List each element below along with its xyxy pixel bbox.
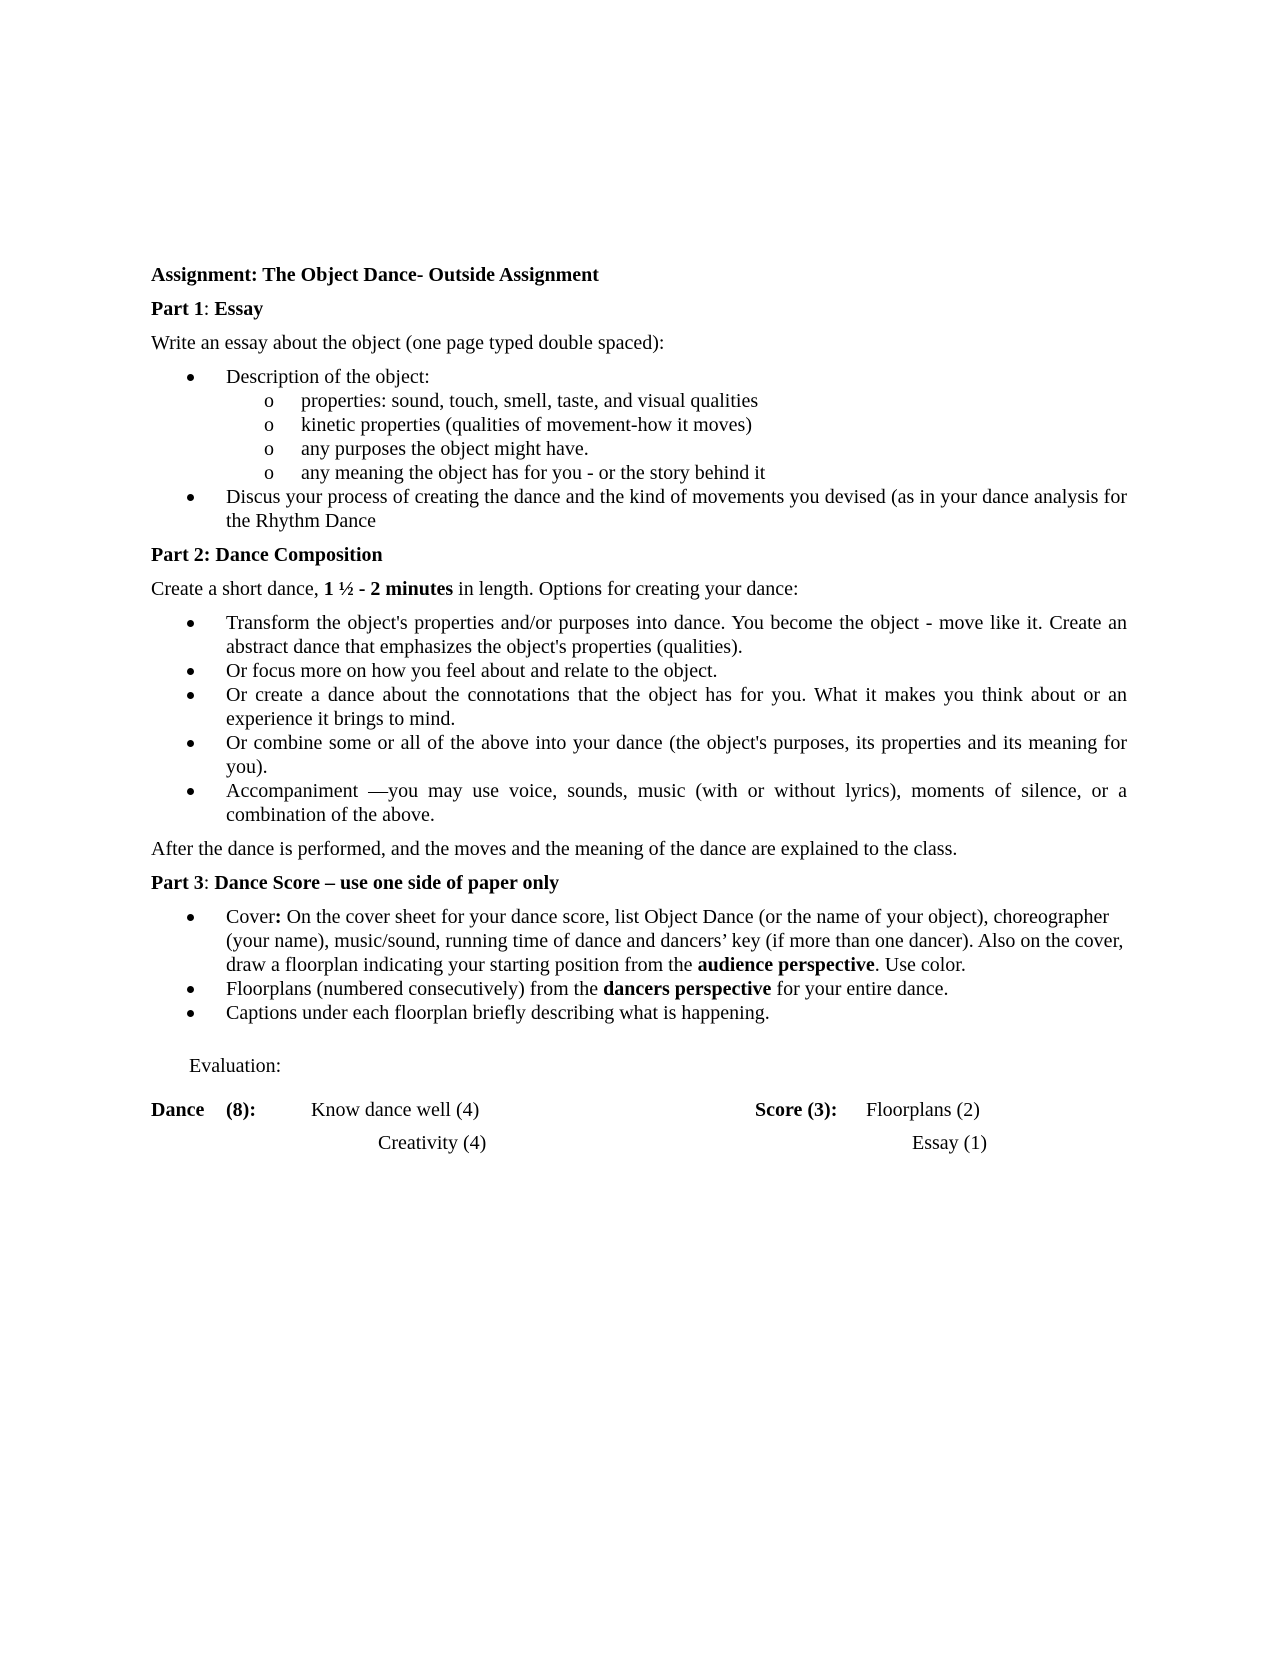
bullet-icon	[187, 692, 194, 699]
captions-text: Captions under each floorplan briefly describing what is happening.	[226, 1002, 770, 1024]
dance-points: (8):	[226, 1099, 256, 1121]
sub-list-item	[226, 437, 1127, 461]
list-item	[151, 659, 1127, 683]
circle-marker-icon: o	[264, 438, 274, 460]
bullet-icon	[187, 986, 194, 993]
list-item	[151, 485, 1127, 533]
cover-lead: Cover	[226, 906, 275, 928]
cover-text-end: . Use color.	[874, 954, 966, 976]
cover-text: On the cover sheet for your dance score, list Object Dance (or the name of your object), choreographer (your name), music/sound, running time of dance and dancers’ key (if more than one dancer). Also on the cover, draw a floorplan indicating your starting position from the	[226, 906, 1124, 976]
part1-name: Essay	[214, 298, 264, 320]
cover-colon: :	[274, 906, 282, 928]
list-item	[151, 977, 1127, 1001]
circle-marker-icon: o	[264, 462, 274, 484]
sub-list-item-text: properties: sound, touch, smell, taste, and visual qualities	[301, 390, 759, 412]
dance-item-creativity: Creativity (4)	[378, 1132, 487, 1154]
sub-list-item	[226, 413, 1127, 437]
bullet-icon	[187, 740, 194, 747]
list-item-text: Or focus more on how you feel about and relate to the object.	[226, 660, 718, 682]
part2-duration: 1 ½ - 2 minutes	[323, 578, 454, 600]
part1-bullet-list	[151, 365, 1127, 533]
score-item-floorplans: Floorplans (2)	[866, 1099, 980, 1121]
part1-sub-list	[226, 389, 1127, 485]
list-item-text: Transform the object's properties and/or purposes into dance. You become the object - move like it. Create an abstract dance that emphasizes the object's properties (qualities).	[226, 612, 1127, 658]
sub-list-item-text: any purposes the object might have.	[301, 438, 589, 460]
list-item-text: Or create a dance about the connotations that the object has for you. What it makes you think about or an experience it brings to mind.	[226, 684, 1127, 730]
list-item-text: Description of the object:	[226, 366, 430, 388]
part2-heading: Part 2: Dance Composition	[151, 544, 383, 566]
bullet-icon	[187, 668, 194, 675]
score-label: Score (3):	[755, 1099, 838, 1121]
list-item-text: Discus your process of creating the dance and the kind of movements you devised (as in your dance analysis for the Rhythm Dance	[226, 486, 1127, 532]
score-item-essay: Essay (1)	[912, 1132, 987, 1154]
evaluation-grid	[151, 1098, 1127, 1168]
bullet-icon	[187, 494, 194, 501]
part2-after-text: After the dance is performed, and the moves and the meaning of the dance are explained to the class.	[151, 838, 958, 860]
list-item	[151, 905, 1127, 977]
part2-intro-text-end: in length. Options for creating your dance:	[453, 578, 799, 600]
list-item	[151, 365, 1127, 485]
part2-intro	[151, 577, 1127, 601]
sub-list-item-text: kinetic properties (qualities of movement-how it moves)	[301, 414, 752, 436]
floorplans-text-end: for your entire dance.	[771, 978, 949, 1000]
dance-label: Dance	[151, 1099, 205, 1121]
part3-separator: :	[203, 872, 215, 894]
part3-bullet-list	[151, 905, 1127, 1025]
part1-intro: Write an essay about the object (one page typed double spaced):	[151, 332, 665, 354]
list-item-text: Or combine some or all of the above into your dance (the object's purposes, its properties and its meaning for you).	[226, 732, 1127, 778]
part3-heading	[151, 871, 1127, 895]
circle-marker-icon: o	[264, 390, 274, 412]
list-item	[151, 731, 1127, 779]
list-item	[151, 683, 1127, 731]
bullet-icon	[187, 788, 194, 795]
list-item-text: Accompaniment —you may use voice, sounds, music (with or without lyrics), moments of silence, or a combination of the above.	[226, 780, 1127, 826]
sub-list-item	[226, 389, 1127, 413]
part1-heading	[151, 297, 1127, 321]
circle-marker-icon: o	[264, 414, 274, 436]
part1-separator: :	[203, 298, 215, 320]
list-item	[151, 611, 1127, 659]
part3-label: Part 3	[151, 872, 204, 894]
list-item	[151, 1001, 1127, 1025]
sub-list-item-text: any meaning the object has for you - or the story behind it	[301, 462, 766, 484]
part2-bullet-list	[151, 611, 1127, 827]
document-body	[151, 263, 1127, 1168]
list-item	[151, 779, 1127, 827]
audience-perspective-text: audience perspective	[697, 954, 875, 976]
bullet-icon	[187, 1010, 194, 1017]
floorplans-text: Floorplans (numbered consecutively) from the	[226, 978, 604, 1000]
assignment-title: Assignment: The Object Dance- Outside Assignment	[151, 264, 599, 286]
bullet-icon	[187, 620, 194, 627]
evaluation-label: Evaluation:	[189, 1055, 282, 1077]
dancers-perspective-text: dancers perspective	[603, 978, 772, 1000]
sub-list-item	[226, 461, 1127, 485]
part1-label: Part 1	[151, 298, 204, 320]
bullet-icon	[187, 914, 194, 921]
part2-intro-text: Create a short dance,	[151, 578, 324, 600]
bullet-icon	[187, 374, 194, 381]
dance-item-know-dance: Know dance well (4)	[311, 1099, 480, 1121]
part3-name: Dance Score – use one side of paper only	[214, 872, 560, 894]
